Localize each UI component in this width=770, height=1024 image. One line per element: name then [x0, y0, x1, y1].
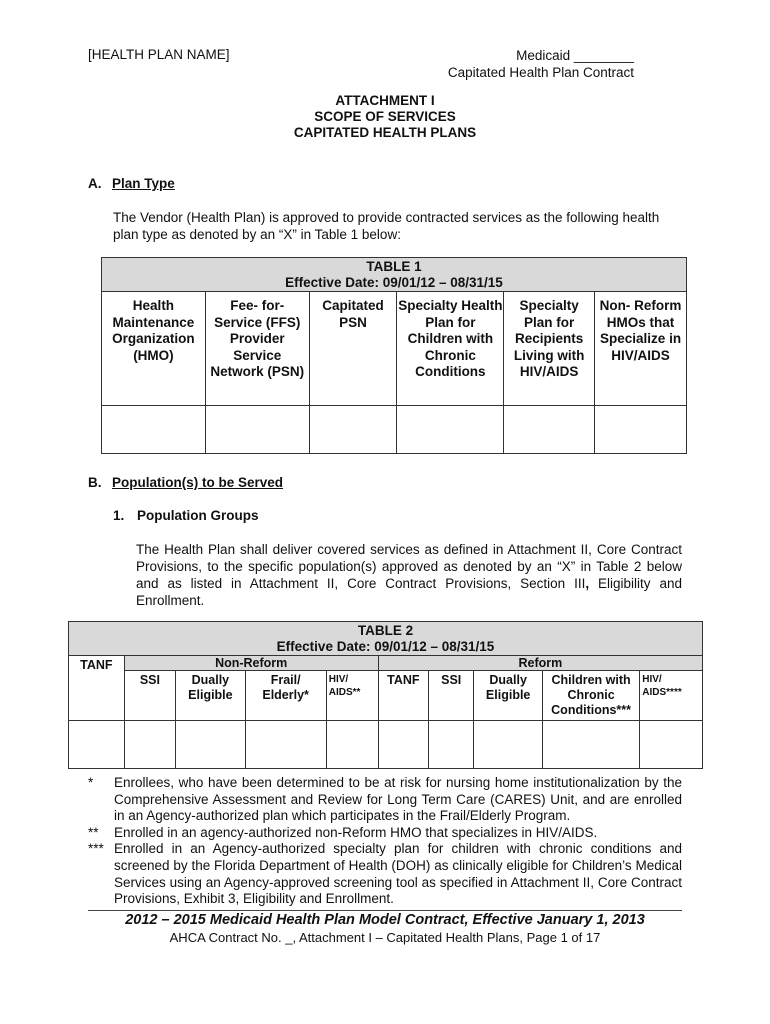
- table-1-col-non-reform-hiv: Non- Reform HMOs that Specialize in HIV/AIDS: [595, 292, 687, 406]
- footer-rule: [88, 910, 682, 911]
- subsection-1-heading: [113, 508, 259, 523]
- table-2-cell-frail-elderly[interactable]: [245, 721, 326, 769]
- section-b-title: Population(s) to be Served: [112, 475, 284, 490]
- table-2-cell-hiv-nonreform[interactable]: [326, 721, 378, 769]
- table-1-effective-date: Effective Date: 09/01/12 – 08/31/15: [285, 275, 503, 290]
- table-1-cell-ffs-psn[interactable]: [205, 406, 309, 454]
- section-a-text: The Vendor (Health Plan) is approved to provide contracted services as the following health plan type as denoted by an “X” in Table 1 below:: [113, 210, 660, 242]
- footnote-2-text: Enrolled in an agency-authorized non-Reform HMO that specializes in HIV/AIDS.: [114, 824, 598, 840]
- table-1-col-hmo: Health Maintenance Organization (HMO): [102, 292, 206, 406]
- footer-contract-title: 2012 – 2015 Medicaid Health Plan Model Contract, Effective January 1, 2013: [125, 912, 645, 928]
- section-b-heading: [88, 475, 283, 490]
- table-2-effective-date: Effective Date: 09/01/12 – 08/31/15: [276, 639, 495, 654]
- table-2-cell-tanf-nonreform[interactable]: [69, 721, 125, 769]
- section-b-text-comma: ,: [585, 576, 590, 591]
- section-b-text-post: Eligibility and Enrollment.: [136, 576, 682, 608]
- table-2-cell-children-chronic[interactable]: [542, 721, 639, 769]
- table-2-cell-dually-nonreform[interactable]: [176, 721, 245, 769]
- header-plan-name: [HEALTH PLAN NAME]: [88, 47, 230, 62]
- table-2: [68, 621, 703, 769]
- header-contract: Capitated Health Plan Contract: [447, 65, 634, 80]
- footnote-3: [88, 841, 682, 907]
- table-2-cell-hiv-reform[interactable]: [640, 721, 703, 769]
- title-line-2: SCOPE OF SERVICES: [314, 109, 456, 124]
- table-1-cell-specialty-children[interactable]: [397, 406, 504, 454]
- section-a-letter: A.: [88, 176, 102, 191]
- footnote-2: [88, 825, 682, 842]
- section-a-heading: [88, 176, 175, 191]
- footnote-3-text: Enrolled in an Agency-authorized specialty plan for children with chronic conditions and screened by the Florida Department of Health (DOH) as clinically eligible for Children’s Medical Services using an Agency-approved screening tool as specified in Attachment II, Core Contract Provisions, Exhibit 3, Eligibility and Enrollment.: [114, 841, 682, 907]
- footnote-3-mark: ***: [88, 841, 104, 857]
- section-b-letter: B.: [88, 475, 102, 490]
- table-2-col-dually-nonreform: Dually Eligible: [176, 671, 245, 721]
- section-a-title: Plan Type: [112, 176, 175, 191]
- table-2-col-tanf-nonreform: TANF: [69, 656, 125, 721]
- table-1-col-capitated-psn: Capitated PSN: [309, 292, 397, 406]
- subsection-1-title: Population Groups: [137, 508, 259, 523]
- table-2-col-ssi-reform: SSI: [429, 671, 474, 721]
- table-2-cell-ssi-reform[interactable]: [429, 721, 474, 769]
- table-2-col-tanf-reform: TANF: [378, 671, 428, 721]
- table-2-col-dually-reform: Dually Eligible: [474, 671, 543, 721]
- footer-page-info: AHCA Contract No. _, Attachment I – Capitated Health Plans, Page 1 of 17: [169, 930, 601, 945]
- table-1-cell-hmo[interactable]: [102, 406, 206, 454]
- table-1-col-ffs-psn: Fee- for- Service (FFS) Provider Service Network (PSN): [205, 292, 309, 406]
- table-1-title: TABLE 1: [366, 259, 422, 274]
- table-2-cell-ssi-nonreform[interactable]: [124, 721, 176, 769]
- footnote-2-mark: **: [88, 824, 99, 840]
- table-1-cell-specialty-hiv[interactable]: [504, 406, 595, 454]
- table-1-col-specialty-hiv: Specialty Plan for Recipients Living with HIV/AIDS: [504, 292, 595, 406]
- footnote-1: [88, 775, 682, 825]
- section-b-text: [136, 541, 682, 609]
- section-b-text-pre: The Health Plan shall deliver covered services as defined in Attachment II, Core Contract Provisions, to the specific population(s) approved as denoted by an “X” in Table 2 below and as listed in Attachment II, Core Contract Provisions, Section III: [136, 542, 682, 591]
- table-2-col-hiv-nonreform: HIV/ AIDS**: [326, 671, 378, 721]
- table-2-col-children-chronic: Children with Chronic Conditions***: [542, 671, 639, 721]
- table-2-cell-tanf-reform[interactable]: [378, 721, 428, 769]
- footnote-1-mark: *: [88, 775, 94, 790]
- table-2-group-reform: Reform: [378, 656, 702, 671]
- table-1-cell-non-reform-hiv[interactable]: [595, 406, 687, 454]
- header-contract-info: [448, 47, 634, 81]
- document-title: [0, 93, 770, 141]
- table-2-col-ssi-nonreform: SSI: [124, 671, 176, 721]
- table-1-col-specialty-children: Specialty Health Plan for Children with Chronic Conditions: [397, 292, 504, 406]
- table-1-caption: [102, 258, 687, 292]
- header-medicaid: Medicaid ________: [516, 48, 634, 63]
- table-1-cell-capitated-psn[interactable]: [309, 406, 397, 454]
- footnotes: [88, 775, 682, 908]
- table-2-col-frail-elderly: Frail/ Elderly*: [245, 671, 326, 721]
- subsection-1-number: 1.: [113, 508, 125, 523]
- table-2-caption: [69, 622, 703, 656]
- table-2-title: TABLE 2: [357, 623, 414, 638]
- footnote-1-text: Enrollees, who have been determined to be at risk for nursing home institutionalization by the Comprehensive Assessment and Review for Long Term Care (CARES) Unit, and are enrolled in an Agency-authorized plan which participates in the Frail/Elderly Program.: [114, 775, 682, 824]
- table-2-group-non-reform: Non-Reform: [124, 656, 378, 671]
- table-2-cell-dually-reform[interactable]: [474, 721, 543, 769]
- title-line-1: ATTACHMENT I: [335, 93, 435, 108]
- table-1: [101, 257, 687, 454]
- title-line-3: CAPITATED HEALTH PLANS: [293, 125, 477, 140]
- table-2-col-hiv-reform: HIV/ AIDS****: [640, 671, 703, 721]
